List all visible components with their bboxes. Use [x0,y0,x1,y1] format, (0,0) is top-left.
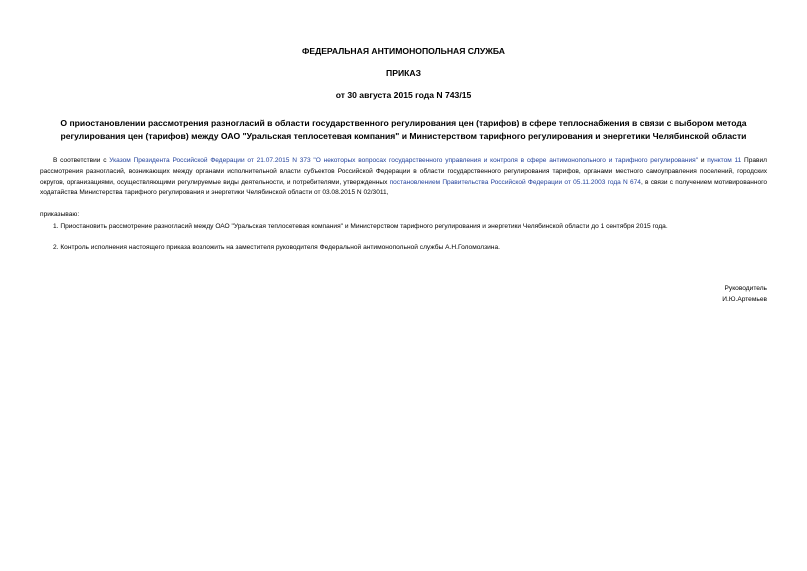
signature-name: И.Ю.Артемьев [722,296,767,303]
preamble-paragraph [40,156,767,199]
government-resolution-link[interactable]: постановлением Правительства Российской Федерации от 05.11.2003 года N 674 [389,178,641,186]
preamble-text-1: В соответствии с [53,157,110,164]
preamble-text-3: Правил рассмотрения разногласий, возникающих между органами исполнительной власти субъектов Российской Федерации в области государственного регулирования тарифов, органами местного самоуправления поселений, городских округов, организациями, осуществляющими регулируемые виды деятельности, и потребителями, утвержденных [40,157,767,186]
document-title [40,117,767,142]
decree-link[interactable]: Указом Президента Российской Федерации от 21.07.2015 N 373 "О некоторых вопросах государственного управления и контроля в сфере антимонопольного и тарифного регулирования" [109,157,699,164]
document-type: ПРИКАЗ [386,68,421,78]
order-word: приказываю: [40,211,80,218]
agency-name: ФЕДЕРАЛЬНАЯ АНТИМОНОПОЛЬНАЯ СЛУЖБА [302,46,505,56]
order-item-1: 1. Приостановить рассмотрение разногласий между ОАО "Уральская теплосетевая компания" и Министерством тарифного регулирования и энергетики Челябинской области до 1 сентября 2015 года. [53,223,668,230]
document-date-number: от 30 августа 2015 года N 743/15 [335,90,472,100]
preamble-text-4: , в связи с получением мотивированного ходатайства Министерства тарифного регулирования и энергетики Челябинской области от 03.08.2015 N 02/3011, [40,178,767,197]
order-item-2: 2. Контроль исполнения настоящего приказа возложить на заместителя руководителя Федеральной антимонопольной службы А.Н.Голомолзина. [53,244,500,251]
document-title-line-1: О приостановлении рассмотрения разногласий в области государственного регулирования цен (тарифов) в сфере теплоснабжения в связи с выбором метода [60,118,747,128]
rules-point-link[interactable]: пунктом 11 [707,157,742,164]
document-title-line-2: регулирования цен (тарифов) между ОАО "Уральская теплосетевая компания" и Министерством тарифного регулирования и энергетики Челябинской области [60,130,747,141]
preamble-text-2: и [698,157,708,164]
signature-position: Руководитель [724,285,767,292]
